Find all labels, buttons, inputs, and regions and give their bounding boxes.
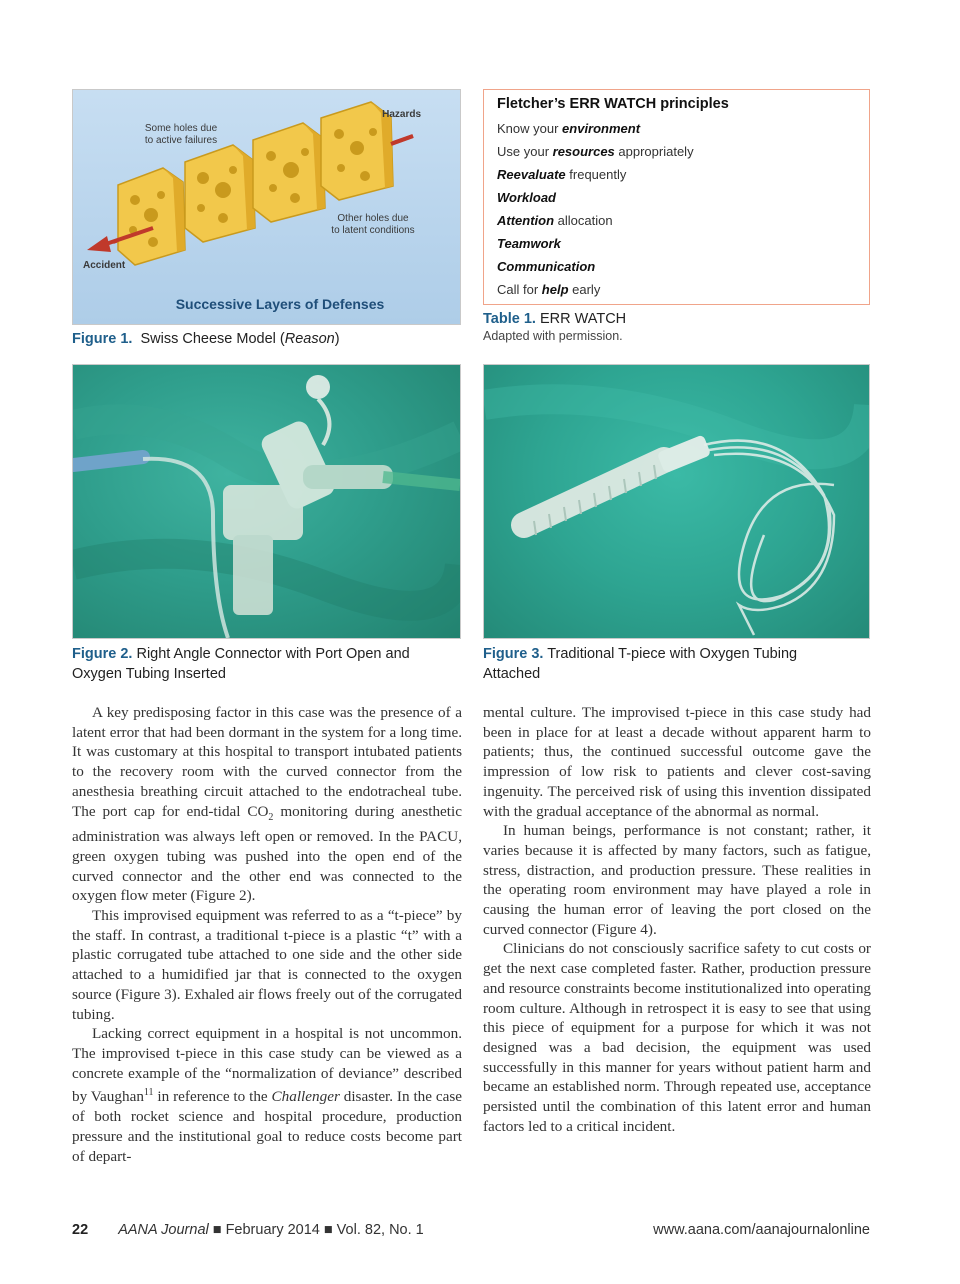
label-latent-1: Other holes due [337,213,409,224]
figure-2-caption-line2: Oxygen Tubing Inserted [72,666,226,682]
figure-2-image [72,364,461,639]
figure-1-caption-text: Swiss Cheese Model (Reason) [140,331,340,347]
page-number: 22 [72,1222,89,1238]
label-active-1: Some holes due [144,123,218,134]
table-1 [483,89,870,305]
journal-url: www.aana.com/aanajournalonline [653,1222,870,1238]
t-piece-photo [484,365,869,638]
journal-name: AANA Journal [118,1222,209,1238]
label-accident: Accident [83,260,126,271]
table-1-row: Use your resources appropriately [497,144,694,159]
swiss-cheese-diagram [73,90,460,324]
label-hazards: Hazards [382,109,421,120]
table-1-row: Attention allocation [497,213,613,228]
table-1-title: Fletcher’s ERR WATCH principles [497,96,729,112]
figure-3-caption [483,644,873,684]
figure-1-image [72,89,461,325]
table-1-caption-text: ERR WATCH [539,311,627,327]
figure-1-caption [72,329,462,349]
right-paragraph-2: In human beings, performance is not constant; rather, it varies because it is affected by many factors, such as fatigue, stress, distraction, and production pressure. These realities in the operating room environment may have played a role in causing the human error of leaving the port closed on the curved connector (Figure 4). [483,822,871,938]
table-1-note: Adapted with permission. [483,329,623,343]
diagram-title: Successive Layers of Defenses [175,296,385,312]
left-column [72,703,462,1166]
right-paragraph-3: Clinicians do not consciously sacrifice safety to cut costs or get the next case completed faster. Rather, production pressure and resource constraints become institutionalized into operating room culture. Although in retrospect it is easy to see that using this piece of equipment for a purpose for which it was not designed was a bad decision, the equipment was used successfully in this manner for years without patient harm and became an established norm. Through repeated use, acceptance persisted until the combination of this latent error and human factors led to a critical incident. [483,940,872,1135]
cheese-slice-3 [253,123,325,222]
figure-1-label: Figure 1. [72,331,133,347]
label-active-2: to active failures [144,135,218,146]
connector-photo [73,365,460,638]
table-1-rows [497,117,869,301]
table-1-row: Communication [497,259,596,274]
journal-issue: ■ February 2014 ■ Vol. 82, No. 1 [208,1222,424,1238]
cheese-slice-2 [185,145,255,242]
table-1-label: Table 1. [483,311,536,327]
figure-3-caption-line2: Attached [483,666,541,682]
figure-3-caption-line1: Traditional T-piece with Oxygen Tubing [547,646,798,662]
figure-2-label: Figure 2. [72,646,133,662]
left-paragraph-3: Lacking correct equipment in a hospital is not uncommon. The improvised t-piece in this case study can be viewed as a concrete example of the “normalization of deviance” described by Vaughan$^{11}$ in reference to the Challenger disaster. In the case of both rocket science and hospital procedure, production pressure and the institutional goal to reduce costs become part of depart- [72,1025,462,1165]
figure-3-image [483,364,870,639]
table-1-row: Call for help early [497,282,601,297]
footer [72,1222,870,1242]
figure-3-label: Figure 3. [483,646,544,662]
table-1-caption [483,309,873,329]
left-paragraph-2: This improvised equipment was referred to as a “t-piece” by the staff. In contrast, a traditional t-piece is a plastic “t” with a plastic corrugated tube attached to one side and the other side attached to a humidified jar that is connected to the oxygen source (Figure 3). Exhaled air flows freely out of the corrugated tubing. [72,907,462,1023]
table-1-row: Teamwork [497,236,561,251]
cheese-slice-1 [118,168,185,265]
table-1-row: Workload [497,190,556,205]
figure-2-caption-line1: Right Angle Connector with Port Open and [136,646,410,662]
right-paragraph-1: mental culture. The improvised t-piece in this case study had been in place for at least a decade without apparent harm to patients; thus, the continued successful outcome gave the impression of low risk to patients and clever cost-saving ingenuity. The perceived risk of using this invention dissipated with the gradual acceptance of the abnormal as normal. [483,704,871,820]
table-1-row: Know your environment [497,121,641,136]
oxygen-tubing [704,441,834,635]
label-latent-2: to latent conditions [331,225,415,236]
left-paragraph-1: A key predisposing factor in this case was the presence of a latent error that had been dormant in the system for a long time. It was customary at this hospital to transport intubated patients to the recovery room with the curved connector from the anesthesia breathing circuit attached to the endotracheal tube. The port cap for end-tidal $CO_2$ monitoring during anesthetic administration was always left open or removed. In the PACU, green oxygen tubing was pushed into the open end of the curved connector and the other end was connected to the oxygen flow meter (Figure 2). [72,704,462,905]
corrugated-tube [524,434,711,535]
figure-2-caption [72,644,462,684]
table-1-row: Reevaluate frequently [497,167,627,182]
right-column [483,703,871,1136]
